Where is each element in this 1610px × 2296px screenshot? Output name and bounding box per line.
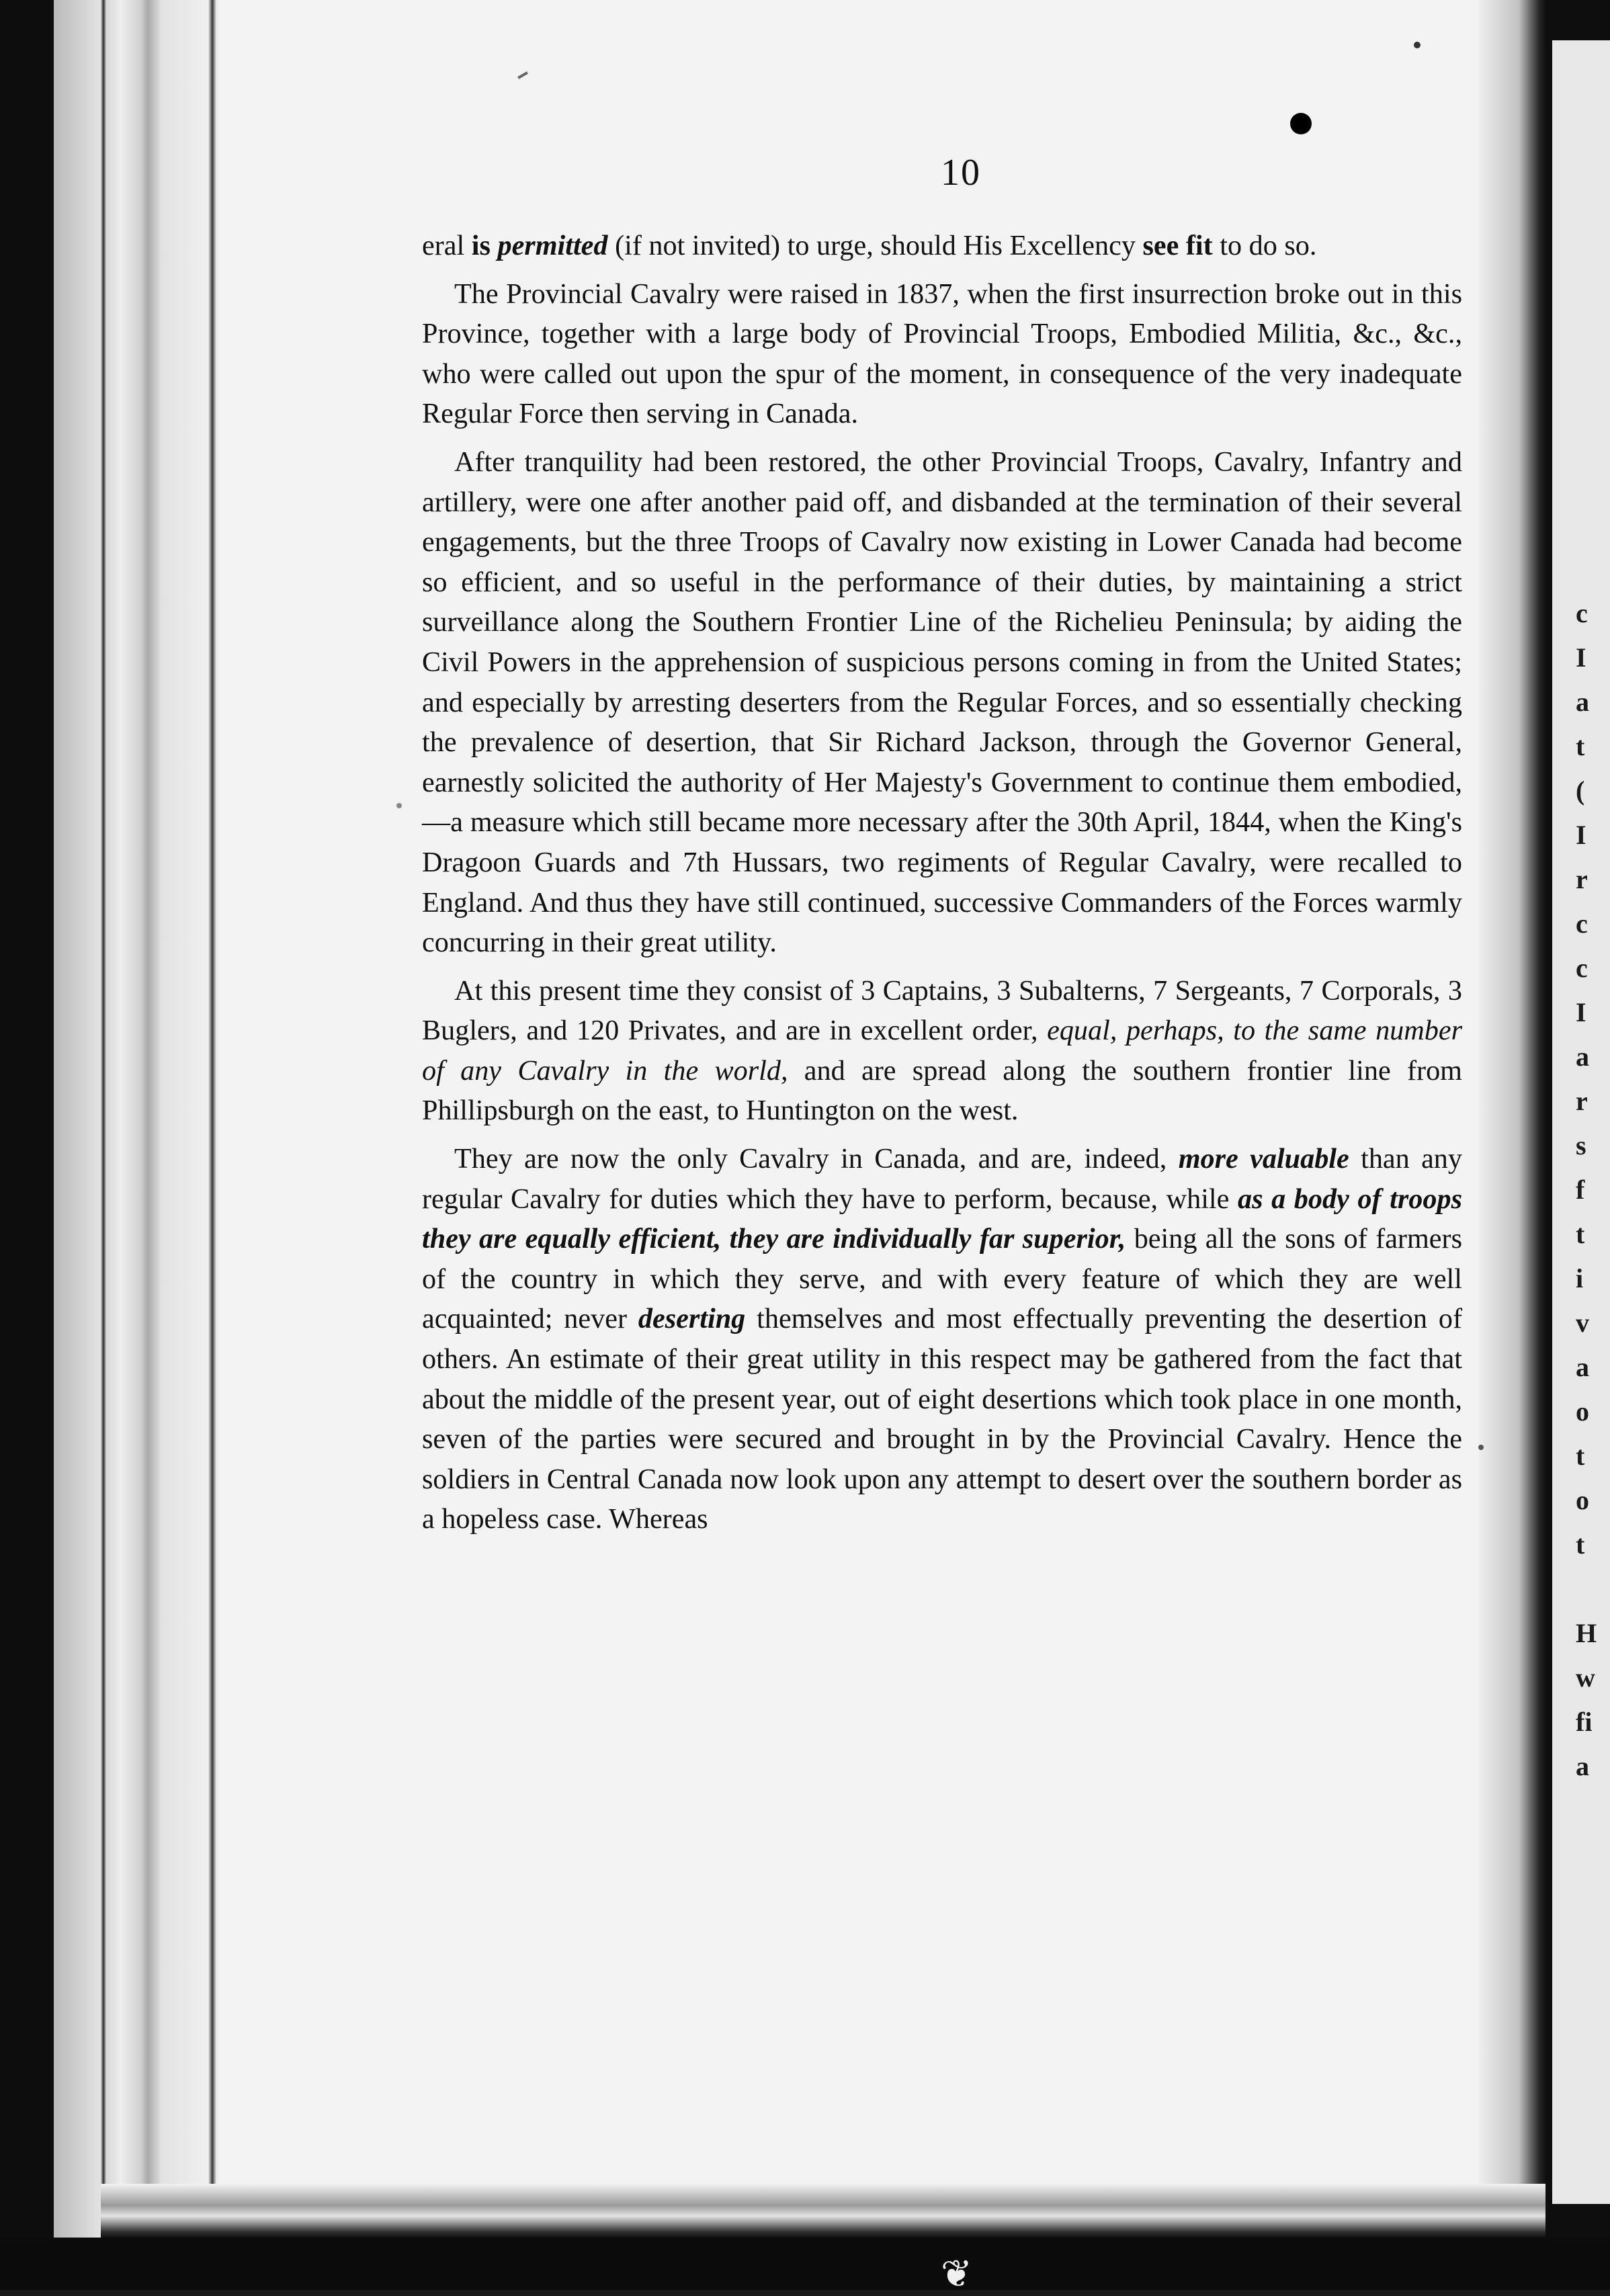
text-run: deserting bbox=[638, 1303, 746, 1335]
ink-speck bbox=[517, 71, 528, 79]
facing-page-fragment: a bbox=[1576, 1352, 1589, 1382]
facing-page-fragment: t bbox=[1576, 1219, 1585, 1249]
paragraph-2 bbox=[422, 442, 1462, 963]
text-run: being all the sons of farmers of the country in which they serve, and with every feature of which they are well acquainted; never bbox=[422, 1223, 1462, 1335]
text-run: At this present time they consist of 3 Captains, 3 Subalterns, 7 Sergeants, 7 Corporals, 3 Buglers, and 120 Privates, and are in excellent order, bbox=[422, 974, 1462, 1047]
book-spine-shadow bbox=[54, 0, 101, 2290]
text-run: (if not invited) to urge, should His Excellency bbox=[607, 230, 1143, 261]
scan-mark: ❦ bbox=[941, 2252, 972, 2296]
facing-page-fragment: t bbox=[1576, 1529, 1585, 1560]
text-run: permitted bbox=[497, 230, 608, 261]
facing-page-fragment bbox=[1576, 1567, 1610, 1611]
text-run: equal, perhaps, to the same number of any Cavalry in the world, bbox=[422, 1015, 1462, 1087]
facing-page-fragment: c bbox=[1576, 953, 1588, 983]
facing-page-fragment: o bbox=[1576, 1485, 1589, 1515]
ink-speck bbox=[396, 803, 402, 808]
paragraph-3 bbox=[422, 971, 1462, 1131]
text-run: They are now the only Cavalry in Canada, and are, indeed, bbox=[454, 1143, 1179, 1175]
facing-page-fragment: w bbox=[1576, 1662, 1595, 1693]
facing-page-fragment: H bbox=[1576, 1618, 1597, 1648]
ink-blot bbox=[1290, 113, 1312, 134]
facing-page-fragment: r bbox=[1576, 864, 1588, 894]
scanner-bottom-edge bbox=[0, 2238, 1610, 2290]
facing-page-fragment: a bbox=[1576, 687, 1589, 717]
page-bottom-edge bbox=[101, 2184, 1545, 2238]
page-number: 10 bbox=[941, 152, 981, 194]
ink-speck bbox=[1414, 42, 1421, 48]
text-run: more valuable bbox=[1178, 1143, 1349, 1175]
ink-speck bbox=[1478, 1445, 1484, 1450]
scanner-left-edge bbox=[0, 0, 54, 2290]
text-run: than any regular Cavalry for duties which they have to perform, because, while bbox=[422, 1143, 1462, 1215]
facing-page-fragment: I bbox=[1576, 820, 1586, 850]
page-stack-edges bbox=[101, 0, 218, 2217]
facing-page-fragment: I bbox=[1576, 997, 1586, 1027]
facing-page-fragment: i bbox=[1576, 1263, 1584, 1293]
text-run: as a body of troops they are equally efficient, they are individually far superior, bbox=[422, 1183, 1462, 1255]
text-run: The Provincial Cavalry were raised in 1837, when the first insurrection broke out in this Province, together with a large body of Provincial Troops, Embodied Militia, &c., &c., who were called out upon the spur of the moment, in consequence of the very inadequate Regular Force then serving in Canada. bbox=[422, 278, 1462, 430]
paragraph-0 bbox=[422, 226, 1462, 266]
facing-page-fragment: c bbox=[1576, 598, 1588, 628]
facing-page-fragment: fi bbox=[1576, 1707, 1593, 1737]
gutter-shadow bbox=[1478, 0, 1545, 2238]
facing-page-fragment: ( bbox=[1576, 775, 1585, 806]
facing-page-fragment: o bbox=[1576, 1396, 1589, 1427]
text-run: and are spread along the southern frontier line from Phillipsburgh on the east, to Huntington on the west. bbox=[422, 1054, 1462, 1127]
text-run: After tranquility had been restored, the other Provincial Troops, Cavalry, Infantry and artillery, were one after another paid off, and disbanded at the termination of their several engagements, but the three Troops of Cavalry now existing in Lower Canada had become so efficient, and so useful in the performance of their duties, by maintaining a strict surveillance along the Southern Frontier Line of the Richelieu Peninsula; by aiding the Civil Powers in the apprehension of suspicious persons coming in from the United States; and especially by arresting deserters from the Regular Forces, and so essentially checking the prevalence of desertion, that Sir Richard Jackson, through the Governor General, earnestly solicited the authority of Her Majesty's Government to continue them embodied,—a measure which still became more necessary after the 30th April, 1844, when the King's Dragoon Guards and 7th Hussars, two regiments of Regular Cavalry, were recalled to England. And thus they have still continued, successive Commanders of the Forces warmly concurring in their great utility. bbox=[422, 445, 1462, 959]
facing-page-fragment: I bbox=[1576, 642, 1586, 673]
paragraph-4 bbox=[422, 1139, 1462, 1539]
facing-page-fragment: a bbox=[1576, 1041, 1589, 1072]
text-run: themselves and most effectually preventing the desertion of others. An estimate of their great utility in this respect may be gathered from the fact that about the middle of the present year, out of eight desertions which took place in one month, seven of the parties were secured and brought in by the Provincial Cavalry. Hence the soldiers in Central Canada now look upon any attempt to desert over the southern border as a hopeless case. Whereas bbox=[422, 1303, 1462, 1535]
facing-page-fragment: r bbox=[1576, 1086, 1588, 1116]
facing-page-fragment: t bbox=[1576, 731, 1585, 761]
text-run bbox=[491, 230, 498, 261]
paragraph-1 bbox=[422, 274, 1462, 434]
text-run: eral bbox=[422, 230, 472, 261]
facing-page-fragment: a bbox=[1576, 1751, 1589, 1781]
body-text bbox=[422, 226, 1462, 1539]
text-run: see fit bbox=[1142, 230, 1213, 261]
facing-page-fragment: v bbox=[1576, 1308, 1589, 1338]
facing-page-text-fragments bbox=[1576, 591, 1610, 1781]
text-run: is bbox=[471, 230, 491, 261]
facing-page-fragment: t bbox=[1576, 1441, 1585, 1471]
text-run: to do so. bbox=[1212, 230, 1317, 261]
facing-page-fragment: f bbox=[1576, 1175, 1585, 1205]
facing-page-fragment: s bbox=[1576, 1130, 1586, 1160]
facing-page-fragment: c bbox=[1576, 908, 1588, 939]
